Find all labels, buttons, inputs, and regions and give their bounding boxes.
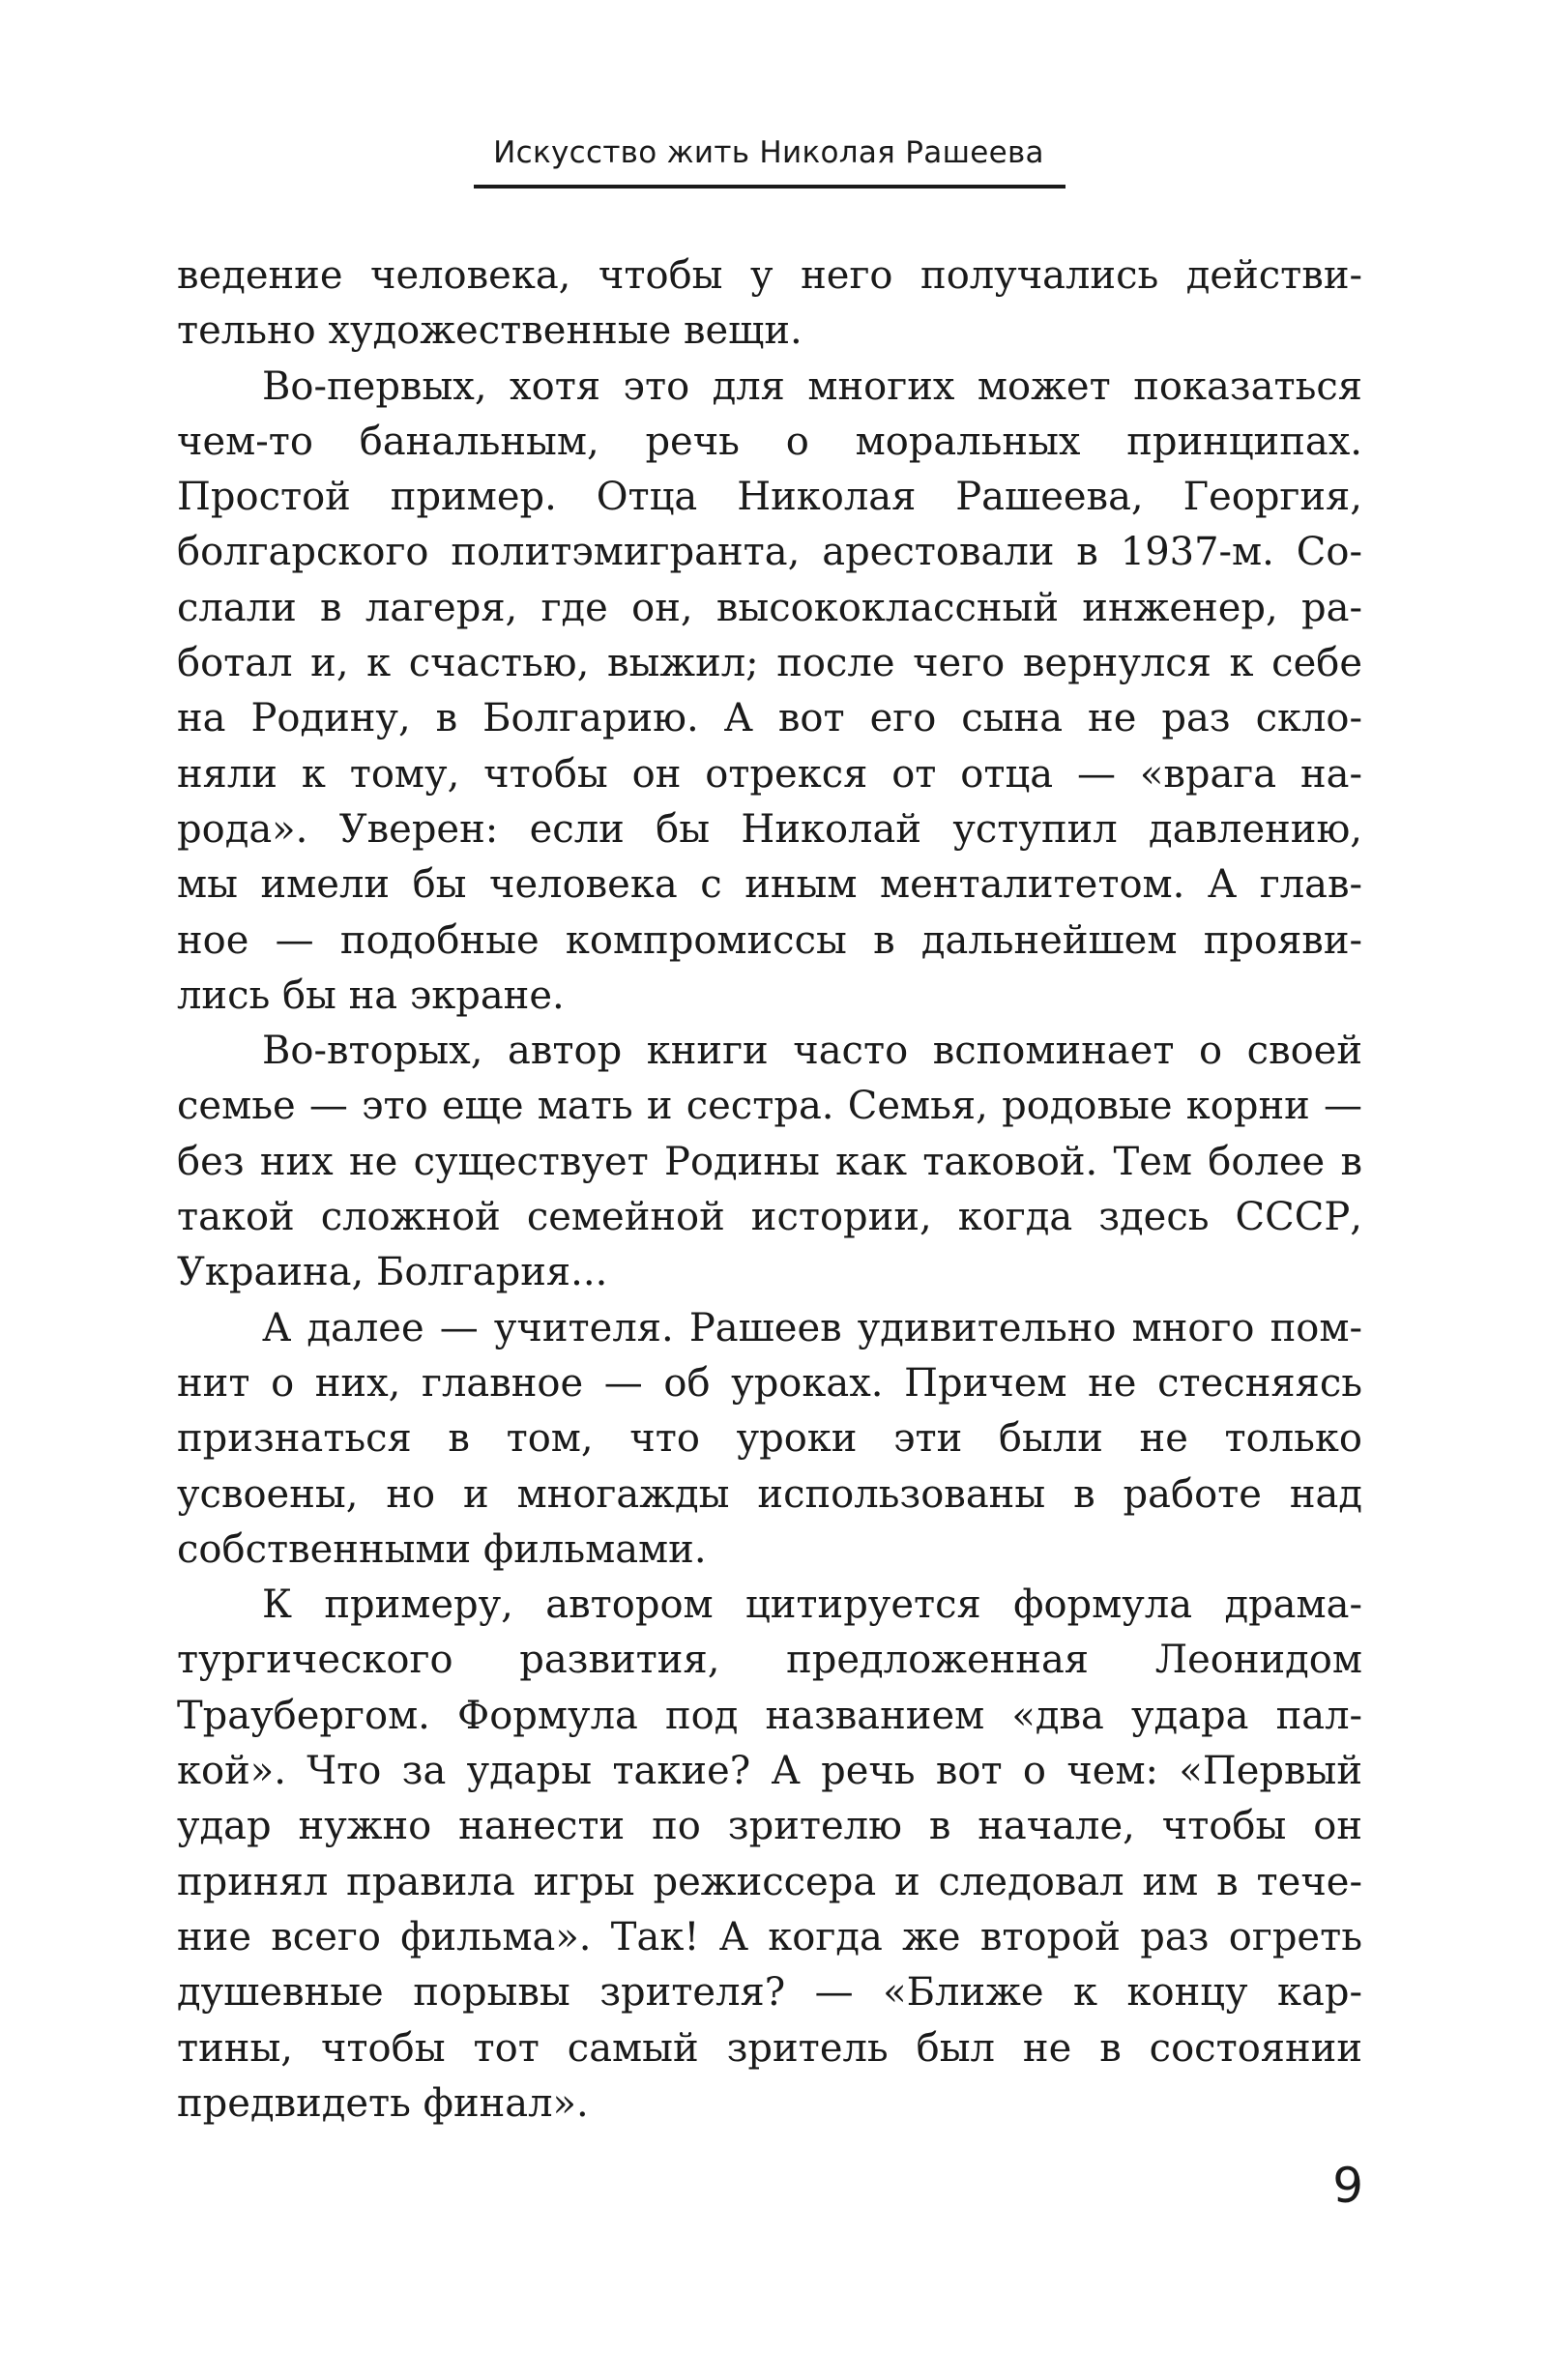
text-line: ботал и, к счастью, выжил; после чего вернулся к себе xyxy=(177,641,1362,686)
running-head: Искусство жить Николая Рашеева xyxy=(493,135,1044,170)
text-line: нит о них, главное — об уроках. Причем не стесняясь xyxy=(177,1360,1362,1406)
text-line: А далее — учителя. Рашеев удивительно много пом- xyxy=(262,1305,1362,1350)
text-line: кой». Что за удары такие? А речь вот о чем: «Первый xyxy=(177,1749,1362,1794)
text-line: ведение человека, чтобы у него получались действи- xyxy=(177,253,1362,298)
text-line: чем-то банальным, речь о моральных принципах. xyxy=(177,419,1362,464)
text-line: принял правила игры режиссера и следовал им в тече- xyxy=(177,1859,1362,1904)
text-line: Во-вторых, автор книги часто вспоминает о своей xyxy=(262,1029,1362,1074)
text-line: тургического развития, предложенная Леонидом xyxy=(177,1638,1362,1683)
text-line: предвидеть финал». xyxy=(177,2080,589,2126)
text-line: К примеру, автором цитируется формула драма- xyxy=(262,1582,1362,1628)
text-line: Украина, Болгария... xyxy=(177,1250,608,1295)
running-head-rule xyxy=(474,185,1065,189)
text-line: болгарского политэмигранта, арестовали в 1937-м. Со- xyxy=(177,530,1362,575)
text-line: удар нужно нанести по зрителю в начале, чтобы он xyxy=(177,1804,1362,1849)
text-line: без них не существует Родины как таковой. Тем более в xyxy=(177,1139,1362,1184)
body-text xyxy=(177,248,1362,2132)
text-line: усвоены, но и многажды использованы в работе над xyxy=(177,1471,1362,1517)
text-line: няли к тому, чтобы он отрекся от отца — «врага на- xyxy=(177,751,1362,797)
text-line: ное — подобные компромиссы в дальнейшем прояви- xyxy=(177,917,1362,963)
text-line: душевные порывы зрителя? — «Ближе к концу кар- xyxy=(177,1970,1362,2016)
text-line: признаться в том, что уроки эти были не только xyxy=(177,1416,1362,1462)
page-number: 9 xyxy=(1332,2158,1363,2214)
text-line: лись бы на экране. xyxy=(177,972,565,1018)
text-line: тины, чтобы тот самый зритель был не в состоянии xyxy=(177,2025,1362,2071)
text-line: такой сложной семейной истории, когда здесь СССР, xyxy=(177,1195,1362,1240)
text-line: собственными фильмами. xyxy=(177,1526,707,1572)
text-line: ние всего фильма». Так! А когда же второй раз огреть xyxy=(177,1914,1362,1959)
text-line: Простой пример. Отца Николая Рашеева, Георгия, xyxy=(177,475,1362,520)
text-line: слали в лагеря, где он, высококлассный инженер, ра- xyxy=(177,585,1362,630)
text-line: рода». Уверен: если бы Николай уступил давлению, xyxy=(177,806,1362,852)
text-line: тельно художественные вещи. xyxy=(177,308,803,354)
text-line: мы имели бы человека с иным менталитетом. А глав- xyxy=(177,862,1362,908)
text-line: Во-первых, хотя это для многих может показаться xyxy=(262,363,1362,409)
text-line: семье — это еще мать и сестра. Семья, родовые корни — xyxy=(177,1084,1362,1129)
text-line: на Родину, в Болгарию. А вот его сына не раз скло- xyxy=(177,696,1362,741)
text-line: Траубергом. Формула под названием «два удара пал- xyxy=(177,1693,1362,1738)
